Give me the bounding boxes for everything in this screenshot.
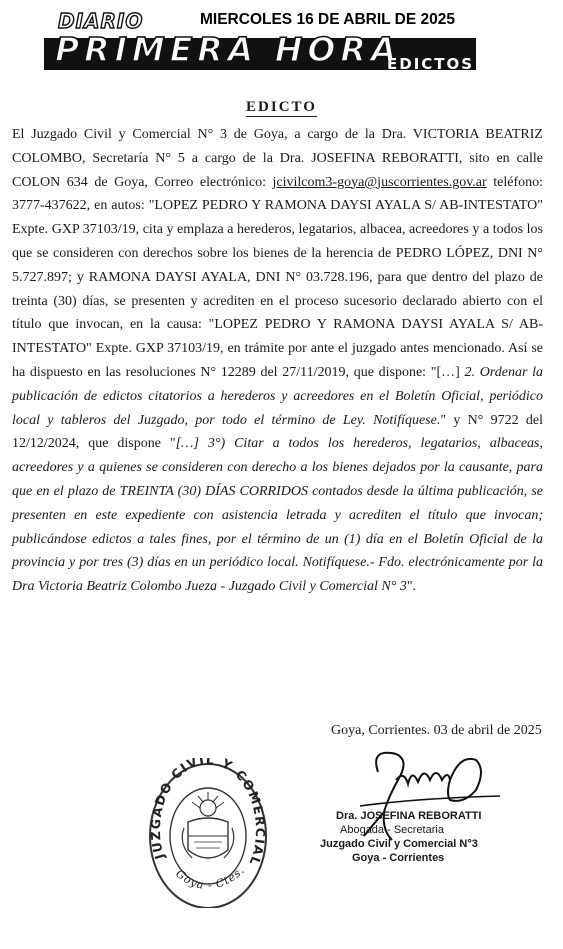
body-part-2: teléfono: 3777-437622, en autos: "LOPEZ PEDRO Y RAMONA DAYSI AYALA S/ AB-INTESTATO" Expte. GXP 37103/19, cita y emplaza a herederos, legatarios, albacea, acreedores y a todos los que se consideren con derechos sobre los bienes de la herencia de PEDRO LÓPEZ, DNI N° 5.727.897; y RAMONA DAYSI AYALA, DNI N° 03.728.196, para que dentro del plazo de treinta (30) días, se presenten y acrediten en el proceso sucesorio declarado abierto con el título que invocan, en la causa: "LOPEZ PEDRO Y RAMONA DAYSI AYALA S/ AB-INTESTATO" Expte. GXP 37103/19, en trámite por ante el juzgado antes mencionado. Así se ha dispuesto en las resoluciones N° 12289 del 27/11/2019, que dispone: "[…] bbox=[12, 174, 543, 380]
signer-role: Abogada - Secretaria bbox=[340, 824, 444, 836]
edict-title-text: EDICTO bbox=[246, 99, 317, 115]
edict-title bbox=[0, 99, 563, 116]
signer-court: Juzgado Civil y Comercial N°3 bbox=[320, 838, 478, 850]
issue-date: MIERCOLES 16 DE ABRIL DE 2025 bbox=[200, 11, 455, 28]
brand-top-label: DIARIO bbox=[58, 9, 144, 33]
svg-text:Goya - Ctes. bbox=[173, 863, 247, 892]
newspaper-header bbox=[0, 0, 563, 80]
signer-city: Goya - Corrientes bbox=[352, 852, 445, 864]
body-part-1: El Juzgado Civil y Comercial N° 3 de Goya, a cargo de la Dra. VICTORIA BEATRIZ COLOMBO, Secretaría N° 5 a cargo de la Dra. JOSEFINA REBORATTI, sito en calle COLON 634 de Goya, Correo electrónico: bbox=[12, 127, 543, 190]
edict-body bbox=[12, 123, 543, 599]
court-email-link[interactable]: jcivilcom3-goya@juscorrientes.gov.ar bbox=[272, 174, 487, 190]
signature-block bbox=[300, 740, 540, 920]
svg-text:JUZGADO CIVIL Y COMERCIAL N°3 bbox=[148, 758, 268, 869]
brand-main-label: PRIMERA HORA bbox=[55, 30, 402, 69]
coat-of-arms-icon bbox=[182, 792, 234, 858]
body-end: ". bbox=[406, 579, 417, 595]
resolution-quote-2: […] 3°) Citar a todos los herederos, legatarios, albaceas, acreedores y a quienes se consideren con derecho a los bienes dejados por la causante, para que en el plazo de TREINTA (30) DÍAS CORRIDOS contados desde la última publicación, se presenten en este expediente con asistencia letrada y acrediten el título que invocan; publicándose edictos a tales fines, por el término de un (1) día en el Boletín Oficial de la provincia y por tres (3) días en un periódico local. Notifíquese.- Fdo. electrónicamente por la Dra Victoria Beatriz Colombo Jueza - Juzgado Civil y Comercial N° 3 bbox=[12, 436, 543, 595]
court-seal bbox=[148, 758, 268, 908]
seal-ring-text: JUZGADO CIVIL Y COMERCIAL bbox=[148, 758, 268, 869]
section-label: EDICTOS bbox=[387, 55, 475, 73]
body-part-3: " y N° 9722 del 12/12/2024, que dispone " bbox=[12, 412, 544, 452]
resolution-quote-1: 2. Ordenar la publicación de edictos citatorios a herederos y acreedores en el Boletín Oficial, periódico local y tableros del Juzgado, por todo el término de Ley. Notifíquese. bbox=[12, 364, 543, 428]
signer-name: Dra. JOSEFINA REBORATTI bbox=[336, 810, 482, 822]
edict-paragraph bbox=[12, 123, 543, 599]
place-and-date: Goya, Corrientes. 03 de abril de 2025 bbox=[331, 723, 542, 738]
seal-bottom-text: Goya - Ctes. bbox=[173, 863, 248, 893]
